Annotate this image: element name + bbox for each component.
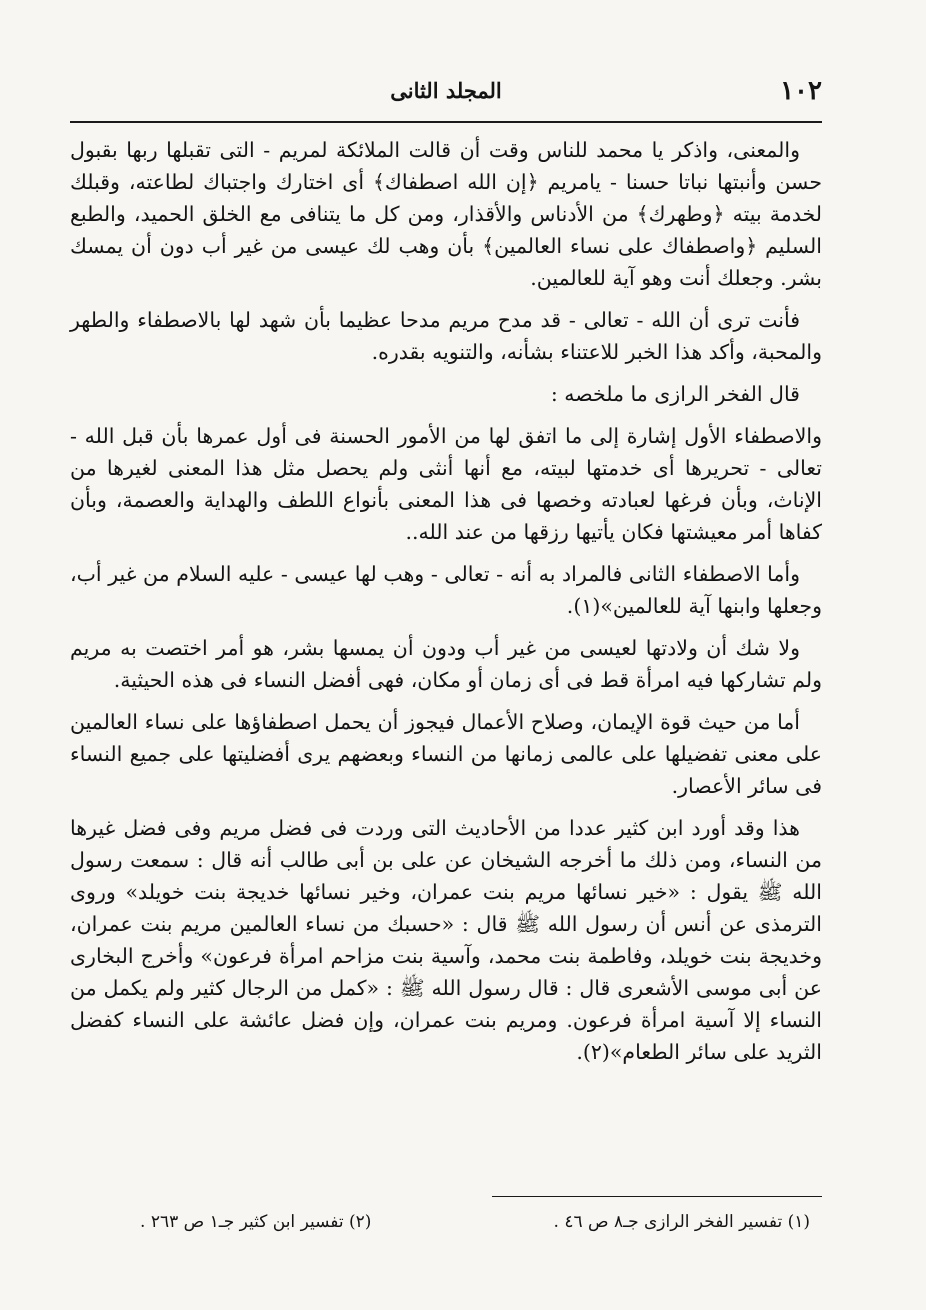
page-number: ١٠٢: [780, 76, 822, 106]
running-title: المجلد الثانى: [390, 78, 502, 103]
footnotes: [140, 1212, 810, 1232]
paragraph-6: ولا شك أن ولادتها لعيسى من غير أب ودون أن يمسها بشر، هو أمر اختصت به مريم ولم تشاركها فيه امرأة قط فى أى زمان أو مكان، فهى أفضل النساء فى هذه الحيثية.: [70, 636, 822, 692]
footnote-1: (١) تفسير الفخر الرازى جـ٨ ص ٤٦ .: [553, 1212, 810, 1232]
paragraph-8: هذا وقد أورد ابن كثير عددا من الأحاديث التى وردت فى فضل مريم وفى فضل غيرها من النساء، ومن ذلك ما أخرجه الشيخان عن على بن أبى طالب أنه قال : سمعت رسول الله ﷺ يقول : «خير نسائها مريم بنت عمران، وخير نسائها خديجة بنت خويلد» وروى الترمذى عن أنس أن رسول الله ﷺ قال : «حسبك من نساء العالمين مريم بنت عمران، وخديجة بنت خويلد، وفاطمة بنت محمد، وآسية بنت مزاحم امرأة فرعون» وأخرج البخارى عن أبى موسى الأشعرى قال : قال رسول الله ﷺ : «كمل من الرجال كثير ولم يكمل من النساء إلا آسية امرأة فرعون. ومريم بنت عمران، وإن فضل عائشة على النساء كفضل الثريد على سائر الطعام»(٢).: [70, 816, 822, 1064]
paragraph-5: وأما الاصطفاء الثانى فالمراد به أنه - تعالى - وهب لها عيسى - عليه السلام من غير أب، وجعلها وابنها آية للعالمين»(١).: [70, 562, 822, 618]
body-text: [70, 134, 822, 1078]
footnote-rule: [492, 1196, 822, 1197]
paragraph-4: والاصطفاء الأول إشارة إلى ما اتفق لها من الأمور الحسنة فى أول عمرها بأن قبل الله - تعالى - تحريرها أى خدمتها لبيته، مع أنها أنثى ولم يحصل مثل هذا المعنى لغيرها من الإناث، وبأن فرغها لعبادته وخصها فى هذا المعنى بأنواع اللطف والهداية والعصمة، وبأن كفاها أمر معيشتها فكان يأتيها رزقها من عند الله..: [70, 424, 822, 544]
header-rule: [70, 121, 822, 123]
page-header: [70, 70, 822, 110]
paragraph-2: فأنت ترى أن الله - تعالى - قد مدح مريم مدحا عظيما بأن شهد لها بالاصطفاء والطهر والمحبة، وأكد هذا الخبر للاعتناء بشأنه، والتنويه بقدره.: [70, 308, 822, 364]
footnote-2: (٢) تفسير ابن كثير جـ١ ص ٢٦٣ .: [140, 1212, 372, 1232]
paragraph-7: أما من حيث قوة الإيمان، وصلاح الأعمال فيجوز أن يحمل اصطفاؤها على نساء العالمين على معنى تفضيلها على عالمى زمانها من النساء وبعضهم يرى أفضليتها على جميع النساء فى سائر الأعصار.: [70, 710, 822, 798]
paragraph-1: والمعنى، واذكر يا محمد للناس وقت أن قالت الملائكة لمريم - التى تقبلها ربها بقبول حسن وأنبتها نباتا حسنا - يامريم ﴿إن الله اصطفاك﴾ أى اختارك واجتباك لطاعته، وقبلك لخدمة بيته ﴿وطهرك﴾ من الأدناس والأقذار، ومن كل ما يتنافى مع الخلق الحميد، والطبع السليم ﴿واصطفاك على نساء العالمين﴾ بأن وهب لك عيسى من غير أب دون أن يمسك بشر. وجعلك أنت وهو آية للعالمين.: [70, 138, 822, 290]
paragraph-3: قال الفخر الرازى ما ملخصه :: [550, 382, 800, 406]
